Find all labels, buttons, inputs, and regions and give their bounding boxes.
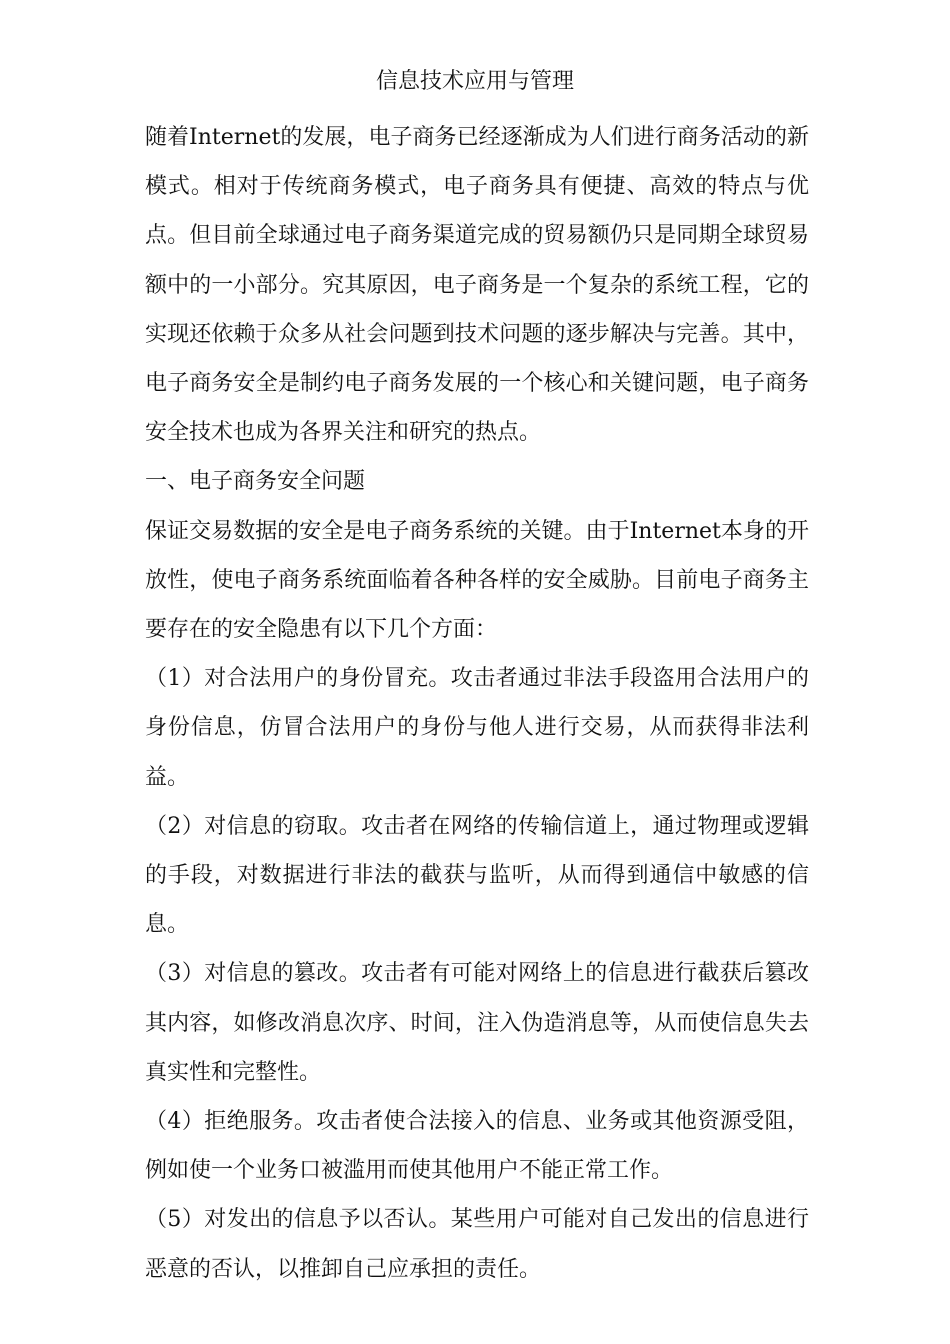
- document-title: 信息技术应用与管理: [375, 69, 574, 94]
- document-body: [145, 113, 809, 1294]
- list-item-identity-spoofing: （1）对合法用户的身份冒充。攻击者通过非法手段盗用合法用户的身份信息，仿冒合法用户的身份与他人进行交易，从而获得非法利益。: [145, 666, 809, 790]
- paragraph-intro: 随着Internet的发展，电子商务已经逐渐成为人们进行商务活动的新模式。相对于传统商务模式，电子商务具有便捷、高效的特点与优点。但目前全球通过电子商务渠道完成的贸易额仍只是同期全球贸易额中的一小部分。究其原因，电子商务是一个复杂的系统工程，它的实现还依赖于众多从社会问题到技术问题的逐步解决与完善。其中，电子商务安全是制约电子商务发展的一个核心和关键问题，电子商务安全技术也成为各界关注和研究的热点。: [145, 125, 809, 446]
- list-item-denial-of-service: （4）拒绝服务。攻击者使合法接入的信息、业务或其他资源受阻，例如使一个业务口被滥用而使其他用户不能正常工作。: [145, 1109, 809, 1184]
- section-heading: 一、电子商务安全问题: [145, 469, 366, 495]
- list-item-information-tampering: （3）对信息的篡改。攻击者有可能对网络上的信息进行截获后篡改其内容，如修改消息次序、时间，注入伪造消息等，从而使信息失去真实性和完整性。: [145, 961, 809, 1085]
- paragraph-security-overview: 保证交易数据的安全是电子商务系统的关键。由于Internet本身的开放性，使电子商务系统面临着各种各样的安全威胁。目前电子商务主要存在的安全隐患有以下几个方面：: [145, 518, 809, 643]
- list-item-repudiation: （5）对发出的信息予以否认。某些用户可能对自己发出的信息进行恶意的否认，以推卸自己应承担的责任。: [145, 1207, 809, 1282]
- list-item-information-theft: （2）对信息的窃取。攻击者在网络的传输信道上，通过物理或逻辑的手段，对数据进行非法的截获与监听，从而得到通信中敏感的信息。: [145, 813, 809, 938]
